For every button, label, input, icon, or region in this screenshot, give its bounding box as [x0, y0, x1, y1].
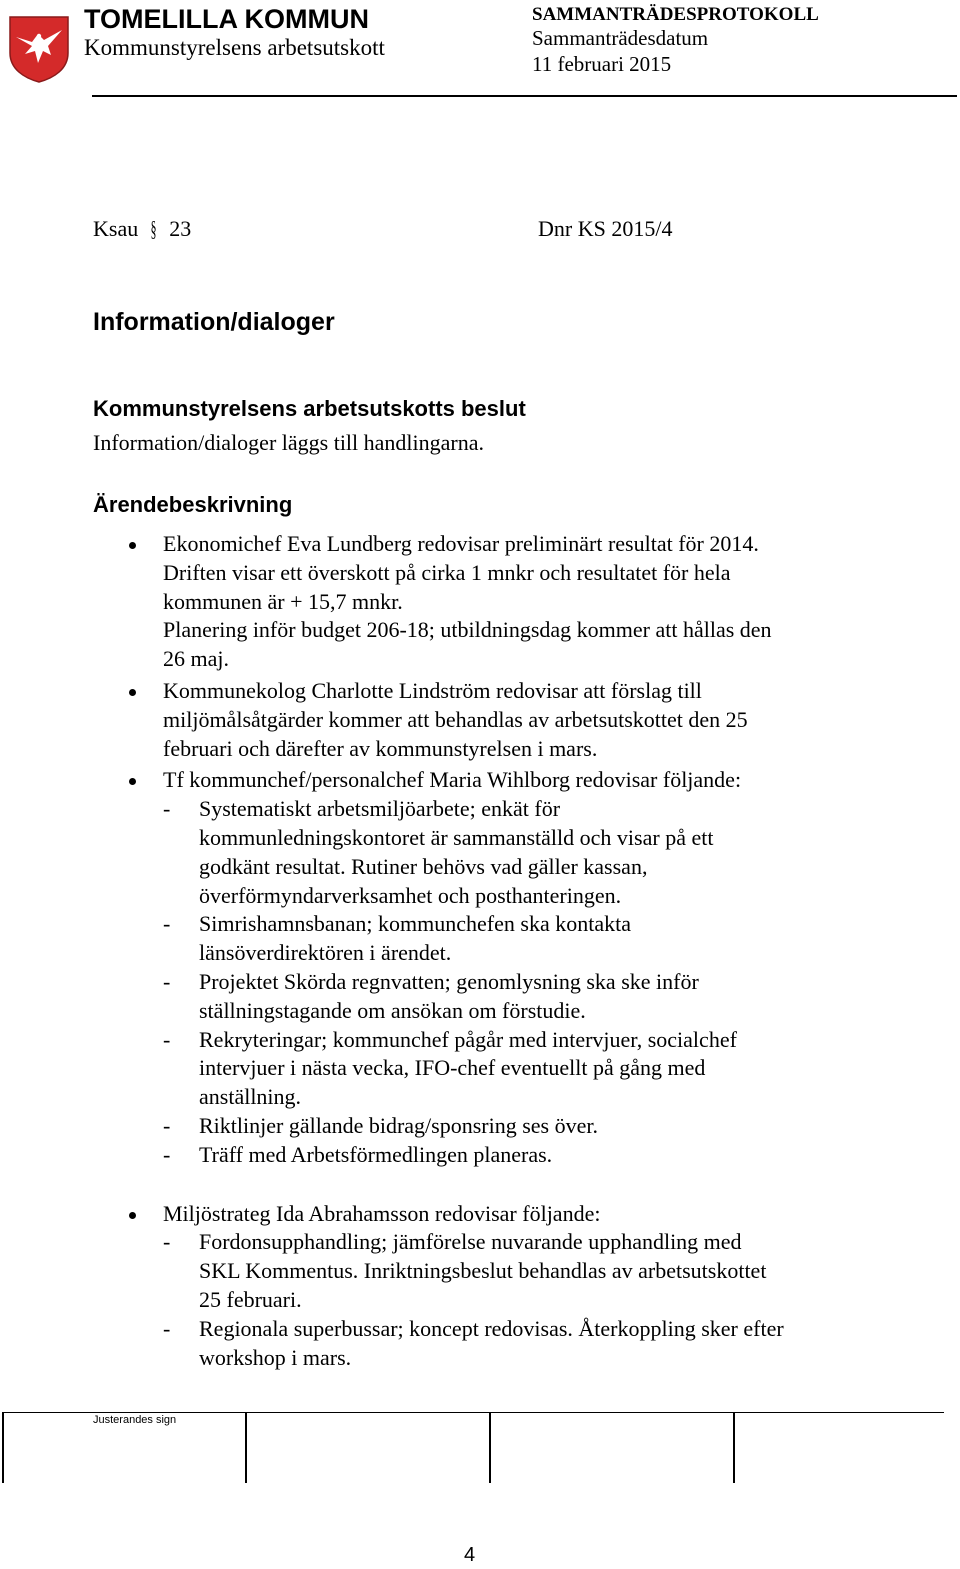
text-line: kommunen är + 15,7 mnkr.	[163, 588, 403, 614]
sub-list-item	[163, 1315, 915, 1373]
text-line: februari och därefter av kommunstyrelsen i mars.	[163, 735, 598, 761]
text-line: Träff med Arbetsförmedlingen planeras.	[199, 1141, 553, 1167]
text-line: Simrishamnsbanan; kommunchefen ska kontakta	[199, 911, 631, 937]
sub-list-item	[163, 1112, 915, 1141]
text-line: ställningstagande om ansökan om förstudie.	[199, 997, 586, 1023]
text-line: Regionala superbussar; koncept redovisas. Återkoppling sker efter	[199, 1315, 784, 1341]
page-number: 4	[464, 1544, 476, 1566]
signature-cell-divider	[489, 1413, 491, 1483]
text-line: Kommunekolog Charlotte Lindström redovisar att förslag till	[163, 677, 702, 703]
case-dnr: Dnr KS 2015/4	[538, 216, 673, 241]
text-line: Riktlinjer gällande bidrag/sponsring ses över.	[199, 1112, 598, 1138]
dash-marker: -	[163, 911, 171, 937]
text-line: Miljöstrateg Ida Abrahamsson redovisar följande:	[163, 1200, 601, 1226]
text-line: Systematiskt arbetsmiljöarbete; enkät för	[199, 796, 561, 822]
text-line: 26 maj.	[163, 646, 229, 672]
sub-list-item	[163, 968, 915, 1026]
organization-name: TOMELILLA KOMMUN	[84, 4, 369, 34]
dash-marker: -	[163, 1315, 171, 1341]
dash-marker: -	[163, 1141, 171, 1167]
list-item	[125, 677, 915, 763]
text-line: Driften visar ett överskott på cirka 1 mnkr och resultatet för hela	[163, 559, 731, 585]
description-heading: Ärendebeskrivning	[93, 492, 293, 517]
case-reference	[93, 216, 191, 242]
decision-heading: Kommunstyrelsens arbetsutskotts beslut	[93, 396, 526, 421]
signature-cell-divider	[2, 1413, 4, 1483]
text-line: Planering inför budget 206-18; utbildningsdag kommer att hållas den	[163, 617, 772, 643]
text-line: kommunledningskontoret är sammanställd och visar på ett	[199, 824, 714, 850]
text-line: Rekryteringar; kommunchef pågår med intervjuer, socialchef	[199, 1026, 737, 1052]
case-ref-number: 23	[169, 216, 192, 241]
sub-list-item	[163, 910, 915, 968]
committee-name: Kommunstyrelsens arbetsutskott	[84, 35, 385, 60]
sub-list-item	[163, 1228, 915, 1314]
text-line: anställning.	[199, 1084, 302, 1110]
dash-marker: -	[163, 1026, 171, 1052]
text-line: länsöverdirektören i ärendet.	[199, 940, 452, 966]
case-ref-prefix: Ksau	[93, 216, 139, 241]
text-line: Ekonomichef Eva Lundberg redovisar preliminärt resultat för 2014.	[163, 531, 759, 556]
list-item	[125, 1200, 915, 1373]
section-symbol: §	[150, 216, 157, 241]
header-divider	[92, 95, 957, 97]
text-line: Fordonsupphandling; jämförelse nuvarande upphandling med	[199, 1229, 742, 1255]
page-title: Information/dialoger	[93, 308, 335, 336]
text-line: intervjuer i nästa vecka, IFO-chef eventuellt på gång med	[199, 1055, 706, 1081]
protocol-title: SAMMANTRÄDESPROTOKOLL	[532, 4, 819, 25]
sub-list-item	[163, 1141, 915, 1170]
text-line: godkänt resultat. Rutiner behövs vad gäller kassan,	[199, 853, 648, 879]
dash-marker: -	[163, 796, 171, 822]
text-line: miljömålsåtgärder kommer att behandlas av arbetsutskottet den 25	[163, 706, 748, 732]
signature-cell-divider	[245, 1413, 247, 1483]
text-line: SKL Kommentus. Inriktningsbeslut behandlas av arbetsutskottet	[199, 1258, 767, 1284]
list-item	[125, 766, 915, 1169]
text-line: överförmyndarverksamhet och posthanteringen.	[199, 882, 622, 908]
sub-list-item	[163, 1026, 915, 1112]
text-line: Tf kommunchef/personalchef Maria Wihlborg redovisar följande:	[163, 767, 742, 793]
signature-label: Justerandes sign	[93, 1414, 177, 1426]
text-line: workshop i mars.	[199, 1344, 352, 1370]
meeting-date-label: Sammanträdesdatum	[532, 26, 709, 50]
sub-list-item	[163, 795, 915, 910]
description-list	[125, 530, 915, 1372]
coat-of-arms-logo-icon	[8, 15, 70, 83]
dash-marker: -	[163, 1229, 171, 1255]
text-line: 25 februari.	[199, 1286, 302, 1312]
dash-marker: -	[163, 1112, 171, 1138]
list-item	[125, 530, 915, 674]
meeting-date-value: 11 februari 2015	[532, 52, 672, 76]
signature-cell-divider	[733, 1413, 735, 1483]
decision-text: Information/dialoger läggs till handlingarna.	[93, 430, 485, 455]
text-line: Projektet Skörda regnvatten; genomlysning ska ske inför	[199, 968, 699, 994]
dash-marker: -	[163, 968, 171, 994]
